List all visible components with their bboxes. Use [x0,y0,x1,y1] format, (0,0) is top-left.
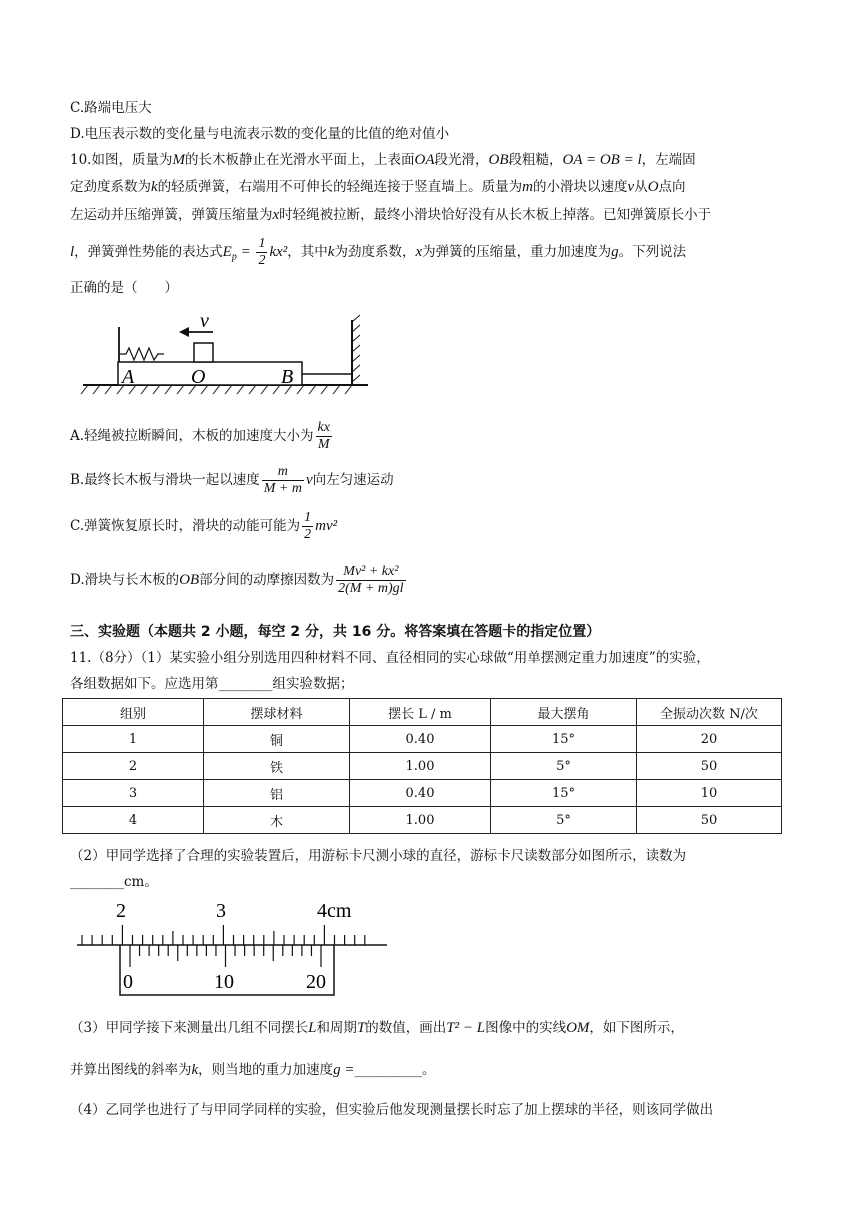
friction-fraction: $\frac{\text{Mv² + kx²}}{2(M + m)gl}$ [338,564,404,596]
option-d-prev: D.电压表示数的变化量与电流表示数的变化量的比值的绝对值小 [70,126,450,142]
header-cell: 摆球材料 [204,699,350,726]
header-cell: 全振动次数 N/次 [637,699,782,726]
table-row [63,807,782,834]
vernier-label-0: 0 [123,971,133,993]
q11-part2-line2: ________cm。 [70,874,158,890]
table-row [63,753,782,780]
table-cell: 10 [637,780,782,807]
q10-line3: 左运动并压缩弹簧，弹簧压缩量为x时轻绳被拉断，最终小滑块恰好没有从长木板上掉落。已知弹簧原长小于 [70,207,712,223]
table-cell: 15° [491,726,637,753]
header-cell: 最大摆角 [491,699,637,726]
table-cell: 0.40 [350,780,491,807]
table-cell: 20 [637,726,782,753]
q10-line1: 10.如图，质量为M的长木板静止在光滑水平面上，上表面OA段光滑，OB段粗糙，OA = OB = l，左端固 [70,152,696,168]
section-heading: 三、实验题（本题共 2 小题，每空 2 分，共 16 分。将答案填在答题卡的指定位置） [70,624,601,640]
option-c-prev: C.路端电压大 [70,100,152,116]
option-a: A.轻绳被拉断瞬间，木板的加速度大小为 $\frac{kx}{M}$ [70,420,330,452]
q11-part3-line2: 并算出图线的斜率为k，则当地的重力加速度g =__________。 [70,1062,436,1078]
table-row [63,780,782,807]
q11-line2: 各组数据如下。应选用第________组实验数据； [70,676,354,692]
main-label-4cm: 4cm [317,900,352,922]
label-o: O [191,366,206,388]
table-header-row [63,699,782,726]
header-cell: 摆长 L / m [350,699,491,726]
q11-part3-line1: （3）甲同学接下来测量出几组不同摆长L和周期T的数值，画出T² − L图像中的实线OM，如下图所示， [70,1020,684,1036]
board-spring-figure [78,310,373,395]
q11-line1: 11.（8分）（1）某实验小组分别选用四种材料不同、直径相同的实心球做“用单摆测定重力加速度”的实验， [70,650,710,666]
label-b: B [281,366,294,388]
m-over-Mm: $\frac{m}{M + m}$ [263,464,302,496]
velocity-label: v [200,310,209,332]
table-cell: 0.40 [350,726,491,753]
table-cell: 4 [63,807,204,834]
table-cell: 3 [63,780,204,807]
table-cell: 1.00 [350,807,491,834]
vernier-label-20: 20 [306,971,326,993]
q11-part2-line1: （2）甲同学选择了合理的实验装置后，用游标卡尺测小球的直径，游标卡尺读数部分如图所示，读数为 [70,848,687,864]
table-cell: 铁 [204,753,350,780]
option-b: B.最终长木板与滑块一起以速度 $\frac{m}{M + m}$ v向左匀速运动 [70,464,394,496]
table-cell: 50 [637,807,782,834]
q10-line4: l，弹簧弹性势能的表达式$E_p$ = $\frac{1}{2}$ kx²，其中k为劲度系数，x为弹簧的压缩量，重力加速度为g。下列说法 [70,236,687,268]
table-cell: 15° [491,780,637,807]
main-label-3: 3 [216,900,226,922]
label-a: A [122,366,135,388]
kx-over-M: $\frac{kx}{M}$ [317,420,330,452]
q11-part4-line1: （4）乙同学也进行了与甲同学同样的实验，但实验后他发现测量摆长时忘了加上摆球的半径，则该同学做出 [70,1102,714,1118]
table-cell: 1.00 [350,753,491,780]
table-cell: 木 [204,807,350,834]
table-cell: 2 [63,753,204,780]
table-cell: 5° [491,753,637,780]
q10-line5: 正确的是（ ） [70,280,178,296]
data-table [62,698,782,834]
main-label-2: 2 [116,900,126,922]
table-cell: 铜 [204,726,350,753]
half-fraction: $\frac{1}{2}$ [258,236,266,268]
q10-line2: 定劲度系数为k的轻质弹簧，右端用不可伸长的轻绳连接于竖直墙上。质量为m的小滑块以速度v从O点向 [70,179,686,195]
vernier-label-10: 10 [214,971,234,993]
half-fraction-c: $\frac{1}{2}$ [304,510,312,542]
header-cell: 组别 [63,699,204,726]
table-row [63,726,782,753]
vernier-caliper-figure [72,895,392,1000]
table-cell: 5° [491,807,637,834]
table-cell: 50 [637,753,782,780]
option-d: D.滑块与长木板的OB部分间的动摩擦因数为 $\frac{\text{Mv² + kx²}}{2(M + m)gl}$ [70,564,404,596]
option-c: C.弹簧恢复原长时，滑块的动能可能为 $\frac{1}{2}$ mv² [70,510,338,542]
table-cell: 铝 [204,780,350,807]
table-cell: 1 [63,726,204,753]
